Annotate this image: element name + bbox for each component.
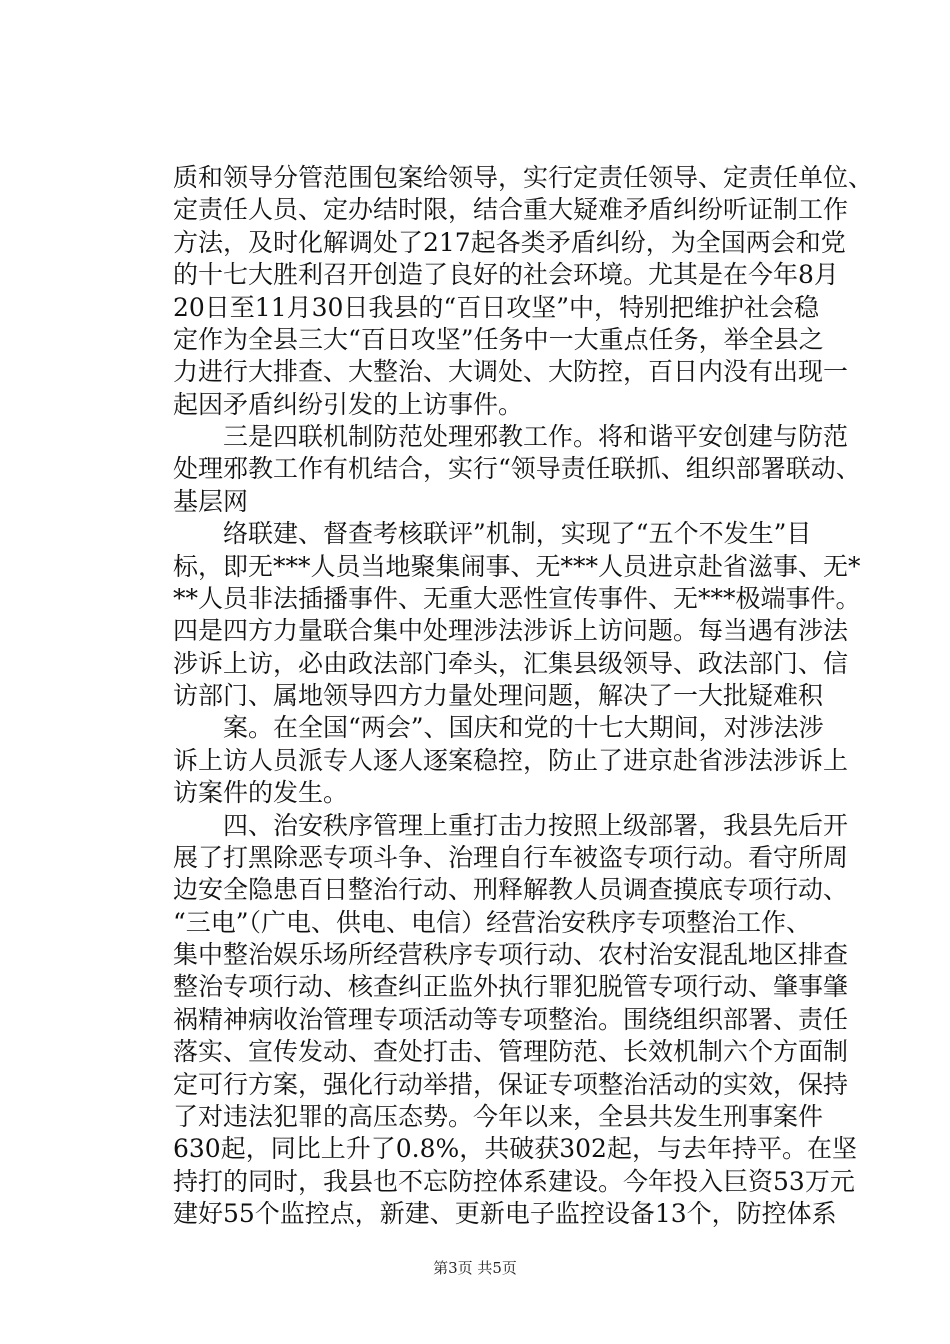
body-text-line: 落实、宣传发动、查处打击、管理防范、长效机制六个方面制: [173, 1037, 849, 1066]
body-text-line: 定责任人员、定办结时限，结合重大疑难矛盾纠纷听证制工作: [173, 195, 849, 224]
body-text-line: 祸精神病收治管理专项活动等专项整治。围绕组织部署、责任: [173, 1005, 849, 1034]
page-number-footer: 第3页 共5页: [433, 1259, 517, 1277]
body-text-line: 20日至11月30日我县的“百日攻坚”中，特别把维护社会稳: [173, 293, 819, 322]
body-text-line: 建好55个监控点，新建、更新电子监控设备13个，防控体系: [173, 1199, 837, 1228]
paragraph-start-line: 四、治安秩序管理上重打击力按照上级部署，我县先后开: [223, 811, 849, 840]
body-text-line: 诉上访人员派专人逐人逐案稳控，防止了进京赴省涉法涉诉上: [173, 746, 849, 775]
body-text-line: 方法，及时化解调处了217起各类矛盾纠纷，为全国两会和党: [173, 228, 846, 257]
body-text-line: 的十七大胜利召开创造了良好的社会环境。尤其是在今年8月: [173, 260, 839, 289]
body-text-line: 基层网: [173, 487, 249, 516]
body-text-line: 整治专项行动、核查纠正监外执行罪犯脱管专项行动、肇事肇: [173, 972, 849, 1001]
paragraph-start-line: 案。在全国“两会”、国庆和党的十七大期间，对涉法涉: [223, 713, 824, 742]
body-text-line: 定作为全县三大“百日攻坚”任务中一大重点任务，举全县之: [173, 325, 824, 354]
body-text-line: 定可行方案，强化行动举措，保证专项整治活动的实效，保持: [173, 1070, 849, 1099]
body-text-line: 四是四方力量联合集中处理涉法涉诉上访问题。每当遇有涉法: [173, 616, 849, 645]
body-text-line: 展了打黑除恶专项斗争、治理自行车被盗专项行动。看守所周: [173, 843, 849, 872]
body-text-line: 起因矛盾纠纷引发的上访事件。: [173, 390, 524, 419]
body-text-line: 630起，同比上升了0.8%，共破获302起，与去年持平。在坚: [173, 1134, 857, 1163]
body-text-line: 访案件的发生。: [173, 778, 349, 807]
body-text-line: 边安全隐患百日整治行动、刑释解教人员调查摸底专项行动、: [173, 875, 849, 904]
body-text-line: **人员非法插播事件、无重大恶性宣传事件、无***极端事件。: [173, 584, 861, 613]
body-text-line: “三电”（广电、供电、电信）经营治安秩序专项整治工作、: [173, 908, 812, 937]
body-text-line: 处理邪教工作有机结合，实行“领导责任联抓、组织部署联动、: [173, 454, 861, 483]
body-text-line: 标，即无***人员当地聚集闹事、无***人员进京赴省滋事、无*: [173, 552, 861, 581]
body-text-line: 了对违法犯罪的高压态势。今年以来，全县共发生刑事案件: [173, 1102, 824, 1131]
body-text-line: 访部门、属地领导四方力量处理问题，解决了一大批疑难积: [173, 681, 824, 710]
body-text-line: 集中整治娱乐场所经营秩序专项行动、农村治安混乱地区排查: [173, 940, 849, 969]
body-text-line: 力进行大排查、大整治、大调处、大防控，百日内没有出现一: [173, 357, 849, 386]
paragraph-start-line: 三是四联机制防范处理邪教工作。将和谐平安创建与防范: [223, 422, 849, 451]
body-text-line: 持打的同时，我县也不忘防控体系建设。今年投入巨资53万元: [173, 1167, 855, 1196]
body-text-line: 涉诉上访，必由政法部门牵头，汇集县级领导、政法部门、信: [173, 649, 849, 678]
body-text-line: 质和领导分管范围包案给领导，实行定责任领导、定责任单位、: [173, 163, 874, 192]
paragraph-start-line: 络联建、督查考核联评”机制，实现了“五个不发生”目: [223, 519, 812, 548]
